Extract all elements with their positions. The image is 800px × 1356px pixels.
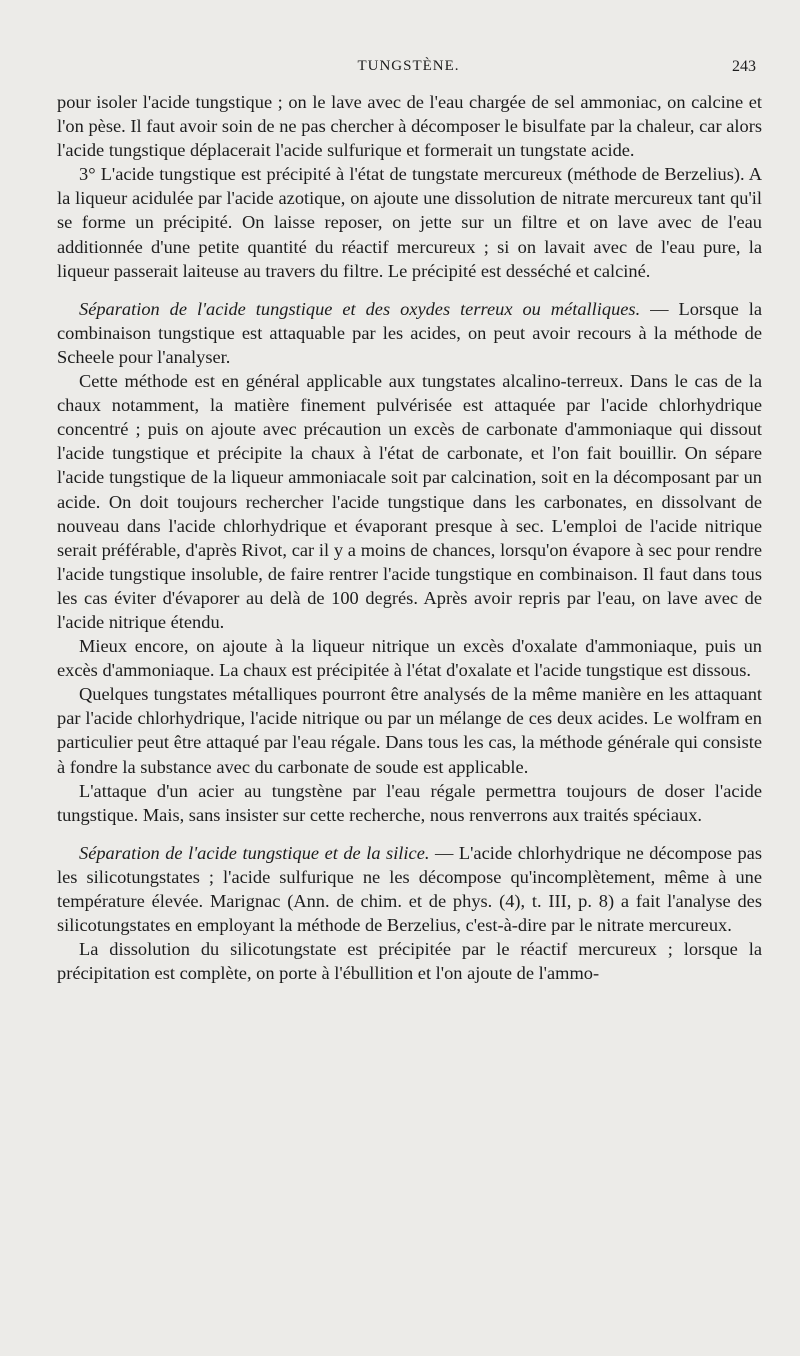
paragraph-1 <box>57 90 762 162</box>
paragraph-6 <box>57 682 762 778</box>
paragraph-text: La dissolution du silicotungstate est précipitée par le réactif mercureux ; lorsque la précipitation est complète, on porte à l'ébullition et l'on ajoute de l'ammo- <box>57 939 762 984</box>
paragraph-text: 3° L'acide tungstique est précipité à l'état de tungstate mercureux (méthode de Berzelius). A la liqueur acidulée par l'acide azotique, on ajoute une dissolution de nitrate mercureux tant qu'il se forme un précipité. On laisse reposer, on jette sur un filtre et on lave avec de l'eau additionnée d'une petite quantité du réactif mercureux ; si on lavait avec de l'eau pure, la liqueur passerait laiteuse au travers du filtre. Le précipité est desséché et calciné. <box>57 164 762 281</box>
paragraph-4 <box>57 369 762 634</box>
paragraph-5 <box>57 634 762 682</box>
paragraph-text: L'attaque d'un acier au tungstène par l'eau régale permettra toujours de doser l'acide tungstique. Mais, sans insister sur cette recherche, nous renverrons aux traités spéciaux. <box>57 780 762 825</box>
paragraph-text: Cette méthode est en général applicable aux tungstates alcalino-terreux. Dans le cas de la chaux notamment, la matière finement pulvérisée est attaquée par l'acide chlorhydrique concentré ; puis on ajoute avec précaution un excès de carbonate d'ammoniaque qui dissout l'acide tungstique et précipite la chaux à l'état de carbonate, et l'on fait bouillir. On sépare l'acide tungstique de la liqueur ammoniacale soit par calcination, soit en la décomposant par un acide. On doit toujours rechercher l'acide tungstique dans les carbonates, en dissolvant de nouveau dans l'acide chlorhydrique et évaporant presque à sec. L'emploi de l'acide nitrique serait préférable, d'après Rivot, car il y a moins de chances, lorsqu'on évapore à sec pour rendre l'acide tungstique insoluble, de faire rentrer l'acide tungstique en combinaison. Il faut dans tous les cas éviter d'évaporer au delà de 100 degrés. Après avoir repris par l'eau, on lave avec de l'acide nitrique étendu. <box>57 371 762 632</box>
paragraph-text: Mieux encore, on ajoute à la liqueur nitrique un excès d'oxalate d'ammoniaque, puis un excès d'ammoniaque. La chaux est précipitée à l'état d'oxalate et l'acide tungstique est dissous. <box>57 636 762 681</box>
paragraph-7 <box>57 779 762 827</box>
section-heading: Séparation de l'acide tungstique et de la silice. <box>79 842 430 863</box>
paragraph-text: — L'acide chlorhydrique ne décompose pas les silicotungstates ; l'acide sulfurique ne les décompose qu'incomplètement, même à une température élevée. Marignac (Ann. de chim. et de phys. (4), t. III, p. 8) a fait l'analyse des silicotungstates en employant la méthode de Berzelius, c'est-à-dire par le nitrate mercureux. <box>57 842 762 936</box>
paragraph-3 <box>57 297 762 369</box>
running-head <box>57 58 760 80</box>
paragraph-2 <box>57 162 762 282</box>
page-number: 243 <box>732 58 756 75</box>
paragraph-8 <box>57 841 762 937</box>
body-text <box>57 90 762 985</box>
paragraph-text: pour isoler l'acide tungstique ; on le lave avec de l'eau chargée de sel ammoniac, on calcine et l'on pèse. Il faut avoir soin de ne pas chercher à décomposer le bisulfate par la chaleur, car alors l'acide tungstique déplacerait l'acide sulfurique et formerait un tungstate acide. <box>57 92 762 161</box>
running-title: TUNGSTÈNE. <box>357 58 460 74</box>
paragraph-text: Quelques tungstates métalliques pourront être analysés de la même manière en les attaquant par l'acide chlorhydrique, l'acide nitrique ou par un mélange de ces deux acides. Le wolfram en particulier peut être attaqué par l'eau régale. Dans tous les cas, la méthode générale qui consiste à fondre la substance avec du carbonate de soude est applicable. <box>57 684 762 777</box>
section-heading: Séparation de l'acide tungstique et des oxydes terreux ou métalliques. <box>79 298 641 319</box>
paragraph-9 <box>57 937 762 985</box>
paragraph-text: — Lorsque la combinaison tungstique est attaquable par les acides, on peut avoir recours à la méthode de Scheele pour l'analyser. <box>57 298 762 367</box>
